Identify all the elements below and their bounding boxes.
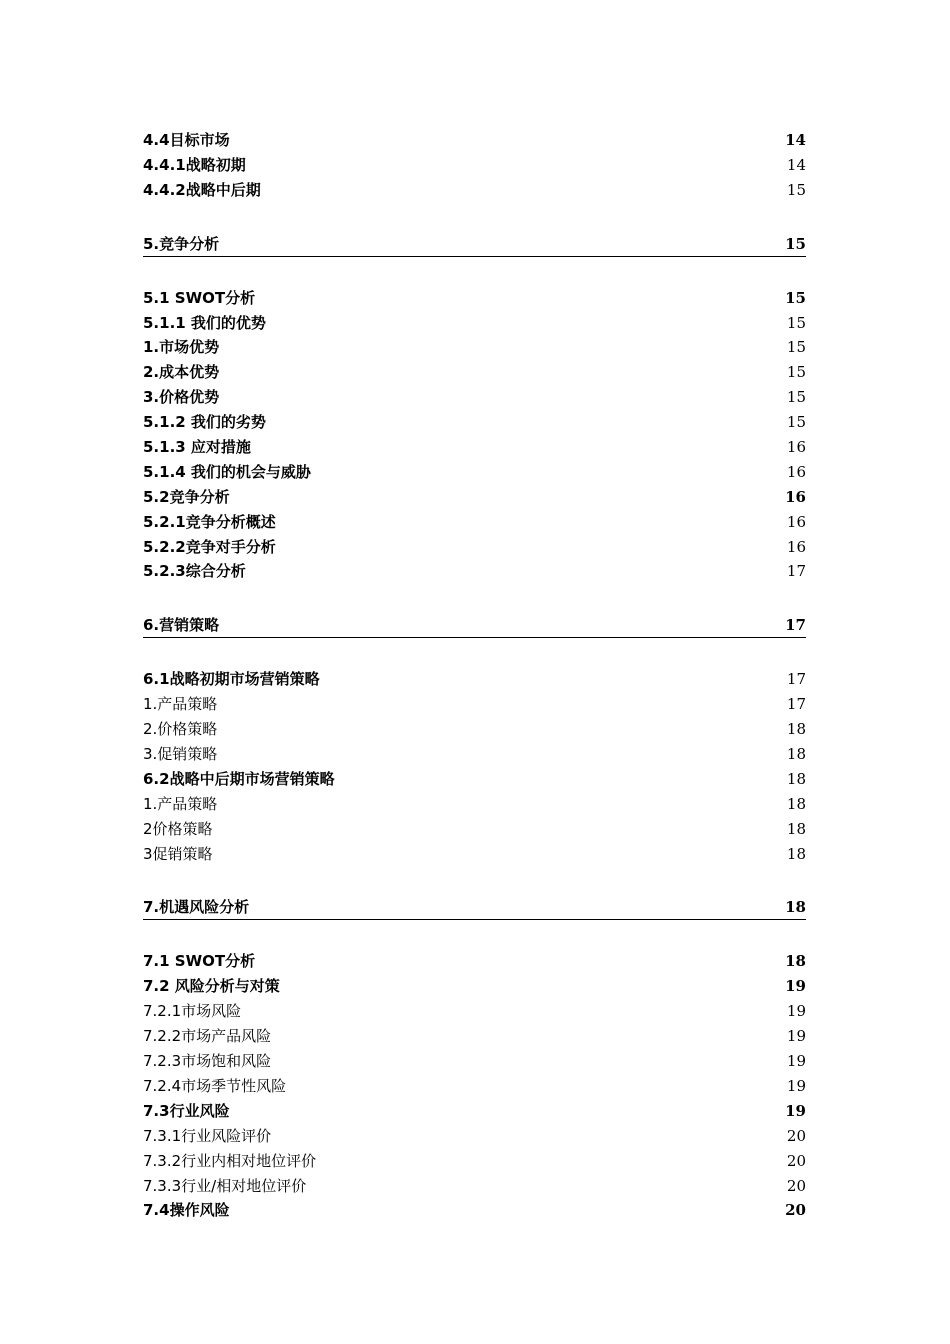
toc-entry-label: 7.1 SWOT分析 (143, 952, 256, 971)
toc-chapter-entry[interactable] (143, 895, 806, 920)
toc-entry[interactable] (143, 949, 806, 974)
table-of-contents (143, 128, 806, 1223)
toc-entry-label: 7.机遇风险分析 (143, 898, 250, 917)
toc-page-number: 18 (786, 720, 806, 739)
toc-entry[interactable] (143, 286, 806, 311)
toc-entry-label: 1.产品策略 (143, 695, 218, 714)
toc-page-number: 17 (786, 670, 806, 689)
toc-entry[interactable] (143, 385, 806, 410)
toc-page-number: 15 (786, 313, 806, 332)
toc-entry[interactable] (143, 460, 806, 485)
toc-entry[interactable] (143, 1149, 806, 1174)
toc-page-number: 17 (786, 695, 806, 714)
toc-page-number: 15 (785, 234, 806, 253)
toc-chapter-entry[interactable] (143, 232, 806, 257)
toc-entry[interactable] (143, 1198, 806, 1223)
toc-entry[interactable] (143, 335, 806, 360)
toc-entry[interactable] (143, 692, 806, 717)
toc-entry[interactable] (143, 510, 806, 535)
toc-entry[interactable] (143, 1124, 806, 1149)
toc-entry-label: 2.成本优势 (143, 363, 220, 382)
toc-page-number: 19 (786, 1027, 806, 1046)
toc-page-number: 20 (785, 1201, 806, 1220)
toc-entry[interactable] (143, 999, 806, 1024)
toc-entry[interactable] (143, 311, 806, 336)
toc-page-number: 16 (786, 512, 806, 531)
toc-entry-label: 5.1.1 我们的优势 (143, 313, 266, 332)
toc-page-number: 15 (786, 413, 806, 432)
toc-spacer (143, 866, 806, 895)
toc-chapter-entry[interactable] (143, 613, 806, 638)
toc-entry[interactable] (143, 767, 806, 792)
toc-entry-label: 4.4目标市场 (143, 131, 230, 149)
toc-page-number: 19 (785, 1101, 806, 1120)
toc-entry-label: 7.3.3行业/相对地位评价 (143, 1176, 307, 1195)
toc-entry-label: 5.1.2 我们的劣势 (143, 413, 266, 432)
toc-page-number: 18 (786, 844, 806, 863)
toc-page-number: 18 (785, 898, 806, 917)
toc-entry-label: 7.2.3市场饱和风险 (143, 1052, 272, 1071)
toc-entry-label: 7.2.4市场季节性风险 (143, 1076, 287, 1095)
toc-entry-label: 6.营销策略 (143, 616, 220, 635)
toc-entry[interactable] (143, 842, 806, 867)
toc-page-number: 19 (785, 977, 806, 996)
toc-entry-label: 5.2.3综合分析 (143, 562, 246, 581)
toc-page-number: 17 (785, 616, 806, 635)
toc-entry-label: 5.2.1竞争分析概述 (143, 512, 276, 531)
toc-entry-label: 5.竞争分析 (143, 234, 220, 253)
toc-page-number: 19 (786, 1052, 806, 1071)
toc-entry-label: 3.促销策略 (143, 745, 218, 764)
toc-page-number: 15 (786, 338, 806, 357)
toc-entry[interactable] (143, 360, 806, 385)
toc-entry-label: 3.价格优势 (143, 388, 220, 407)
toc-page-number: 18 (786, 769, 806, 788)
toc-entry[interactable] (143, 1049, 806, 1074)
toc-entry-label: 1.市场优势 (143, 338, 220, 357)
toc-entry-label: 1.产品策略 (143, 794, 218, 813)
toc-entry-label: 5.2.2竞争对手分析 (143, 537, 276, 556)
toc-entry[interactable] (143, 667, 806, 692)
toc-entry[interactable] (143, 435, 806, 460)
toc-entry[interactable] (143, 817, 806, 842)
toc-entry-label: 3促销策略 (143, 844, 213, 863)
toc-page-number: 19 (786, 1002, 806, 1021)
toc-entry[interactable] (143, 1099, 806, 1124)
toc-entry[interactable] (143, 559, 806, 584)
toc-entry-label: 7.2 风险分析与对策 (143, 977, 280, 996)
toc-page-number: 20 (786, 1176, 806, 1195)
toc-spacer (143, 584, 806, 613)
toc-entry[interactable] (143, 792, 806, 817)
toc-entry[interactable] (143, 128, 806, 153)
toc-entry-label: 4.4.1战略初期 (143, 155, 246, 174)
toc-entry-label: 6.1战略初期市场营销策略 (143, 670, 320, 689)
toc-page-number: 15 (786, 180, 806, 199)
toc-entry-label: 5.1.3 应对措施 (143, 438, 251, 457)
toc-entry-label: 7.2.2市场产品风险 (143, 1027, 272, 1046)
toc-page-number: 18 (786, 745, 806, 764)
toc-entry[interactable] (143, 410, 806, 435)
toc-page-number: 20 (786, 1151, 806, 1170)
toc-entry[interactable] (143, 1074, 806, 1099)
toc-page-number: 20 (786, 1126, 806, 1145)
toc-page-number: 16 (786, 537, 806, 556)
toc-entry[interactable] (143, 717, 806, 742)
toc-entry[interactable] (143, 485, 806, 510)
toc-spacer (143, 257, 806, 286)
toc-page-number: 16 (786, 438, 806, 457)
toc-page-number: 17 (786, 562, 806, 581)
toc-entry[interactable] (143, 1174, 806, 1199)
toc-page-number: 15 (786, 363, 806, 382)
toc-entry-label: 7.4操作风险 (143, 1201, 230, 1220)
toc-page-number: 16 (786, 462, 806, 481)
toc-entry-label: 5.1.4 我们的机会与威胁 (143, 462, 311, 481)
toc-entry[interactable] (143, 742, 806, 767)
toc-entry[interactable] (143, 178, 806, 203)
toc-spacer (143, 920, 806, 949)
toc-spacer (143, 638, 806, 667)
toc-entry-label: 7.3行业风险 (143, 1101, 230, 1120)
toc-entry-label: 4.4.2战略中后期 (143, 180, 261, 199)
toc-entry-label: 6.2战略中后期市场营销策略 (143, 769, 335, 788)
toc-page-number: 14 (785, 131, 806, 149)
toc-entry[interactable] (143, 153, 806, 178)
toc-spacer (143, 203, 806, 232)
toc-page-number: 18 (785, 952, 806, 971)
toc-page-number: 19 (786, 1076, 806, 1095)
toc-entry-label: 5.2竞争分析 (143, 487, 230, 506)
toc-entry-label: 2价格策略 (143, 819, 213, 838)
toc-page-number: 16 (785, 487, 806, 506)
toc-entry-label: 2.价格策略 (143, 720, 218, 739)
toc-entry-label: 7.2.1市场风险 (143, 1002, 242, 1021)
toc-entry-label: 5.1 SWOT分析 (143, 288, 256, 307)
toc-page-number: 15 (786, 388, 806, 407)
toc-entry[interactable] (143, 1024, 806, 1049)
toc-entry[interactable] (143, 535, 806, 560)
toc-page-number: 15 (785, 288, 806, 307)
toc-entry-label: 7.3.1行业风险评价 (143, 1126, 272, 1145)
toc-page-number: 18 (786, 794, 806, 813)
toc-entry[interactable] (143, 974, 806, 999)
toc-page-number: 18 (786, 819, 806, 838)
toc-entry-label: 7.3.2行业内相对地位评价 (143, 1151, 317, 1170)
toc-page-number: 14 (786, 155, 806, 174)
